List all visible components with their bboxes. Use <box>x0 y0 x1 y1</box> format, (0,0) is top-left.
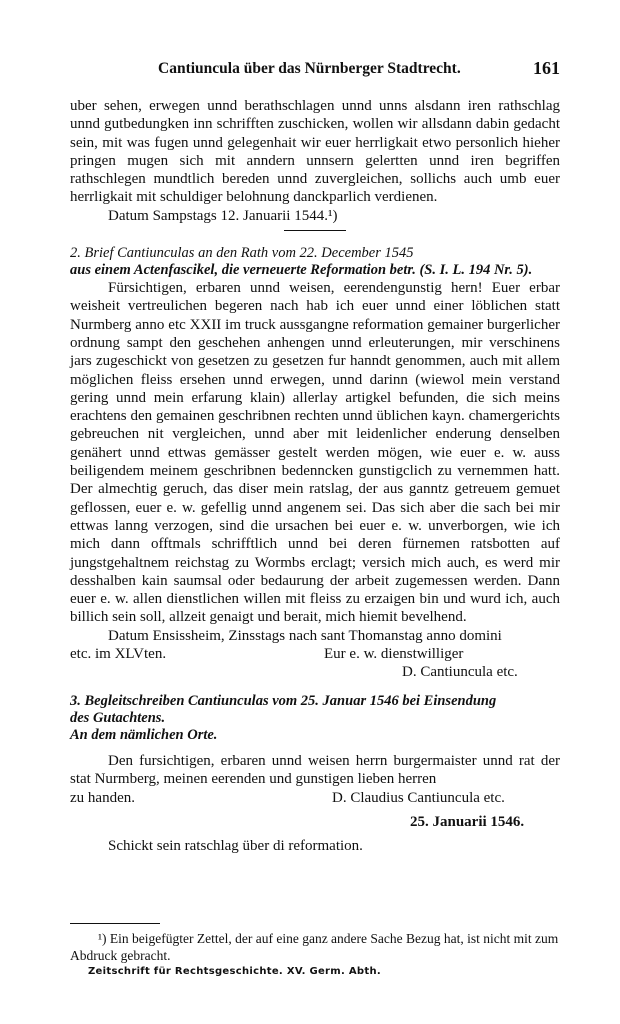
section2-closing-left: etc. im XLVten. <box>70 646 167 663</box>
spacer <box>70 681 560 693</box>
section3-address-end: zu handen. <box>70 789 135 806</box>
section2-paragraph: Fürsichtigen, erbaren unnd weisen, eerendengunstig hern! Euer erbar weisheit vertreulichen begeren nach hab ich euer unnd einer löblichen statt Nurmberg anno etc XXII im truck aussgangne reformation gemainer burgerlicher ordnung sampt den geschehen anhengen unnd erleuterungen, mir verschinens jars zugeschickt von gesetzen zu gesetzen fur hanndt genommen, auch mit allem möglichen fleiss ersehen unnd erwegen, unnd darinn (wiewol mein verstand gering unnd mein erfarung klain) allerlay artigkel befunden, die sich meins erachtens den gemainen geschribnen rechten unnd üblichen kayn. chamergerichts gebreuchen nit vergleichen, unnd aber mit leidenlicher enderung denselben genähert unnd ettwas gemässer gestelt werden mögen, wie euer e. w. auss beiligendem meinem geschribnen bedenncken gunstigclich zu vernemmen hatt. Der almechtig geruch, das diser mein ratslag, der aus ganntz getreuem gemuet geflossen, euer e. w. gefellig unnd angenem sei. Das sich aber die sach bei mir ettwas lanng verzogen, sind die ursachen bei euer e. w. unverborgen, wie ich mich dann offtmals schrifftlich unnd bei deren fürnemen ratsbotten auf jungstgehaltnem reichstag zu Wormbs erclagt; versich mich auch, es werd mir desshalben kain saumsal oder bedaurung der arbeit zugemessen werden. Dann euer e. w. allen dienstlichen willen mit fleiss zu erzaigen bin und wurd ich, auch billich sein soll, allzeit genaigt und berait, mich hiemit bevelhend. <box>70 280 560 626</box>
section2-closing-right: Eur e. w. dienstwilliger <box>324 646 464 663</box>
journal-footer: Zeitschrift für Rechtsgeschichte. XV. Germ. Abth. <box>88 966 381 977</box>
section3-heading-line2: des Gutachtens. <box>70 710 166 727</box>
footnote-divider <box>70 923 160 924</box>
page-number: 161 <box>533 58 560 78</box>
section2-heading-line1: 2. Brief Cantiunculas an den Rath vom 22. December 1545 <box>70 245 414 262</box>
running-title: Cantiuncula über das Nürnberger Stadtrecht. <box>158 60 461 77</box>
page-body <box>70 97 560 855</box>
section3-heading-line1: 3. Begleitschreiben Cantiunculas vom 25. Januar 1546 bei Einsendung <box>70 693 497 710</box>
section2-date: Datum Ensissheim, Zinsstags nach sant Thomanstag anno domini <box>108 627 502 644</box>
section3-signature: D. Claudius Cantiuncula etc. <box>332 789 505 806</box>
section3-address-row <box>70 789 560 807</box>
section2-closing <box>70 645 560 663</box>
section3-note: Schickt sein ratschlag über di reformation. <box>108 837 363 854</box>
section-divider <box>284 230 346 231</box>
section2-signature-row <box>70 663 560 681</box>
running-head <box>70 60 560 84</box>
section3-date-row <box>70 813 560 831</box>
section3-heading-line3: An dem nämlichen Orte. <box>70 727 218 744</box>
footnote: ¹) Ein beigefügter Zettel, der auf eine ganz andere Sache Bezug hat, ist nicht mit zum Abdruck gebracht. <box>70 931 559 963</box>
section2-heading-line2: aus einem Actenfascikel, die verneuerte Reformation betr. (S. I. L. 194 Nr. 5). <box>70 262 533 279</box>
spacer <box>70 744 560 752</box>
section1-paragraph: uber sehen, erwegen unnd berathschlagen unnd unns alsdann iren rathschlag unnd gutbedungken inn schrifften zuschicken, wollen wir allsdann dabin gedacht sein, mit was fugen unnd gelegenhait wir euer herrligkait etwo personlich hieher pringen mugen sich mit anndern unnsern gelertten unnd iren begriffen rathschlegen mundtlich bereden unnd zuvergleichen, sollichs auch umb euer herrligkait mit schuldiger belohnung danckparlich verdienen. <box>70 98 560 206</box>
section3-paragraph: Den fursichtigen, erbaren unnd weisen herrn burgermaister unnd rat der stat Nurmberg, meinen eerenden und gunstigen lieben herren <box>70 753 560 788</box>
section1-date: Datum Sampstags 12. Januarii 1544.¹) <box>108 207 338 224</box>
section3-date: 25. Januarii 1546. <box>410 813 525 830</box>
section2-signature: D. Cantiuncula etc. <box>402 664 518 681</box>
